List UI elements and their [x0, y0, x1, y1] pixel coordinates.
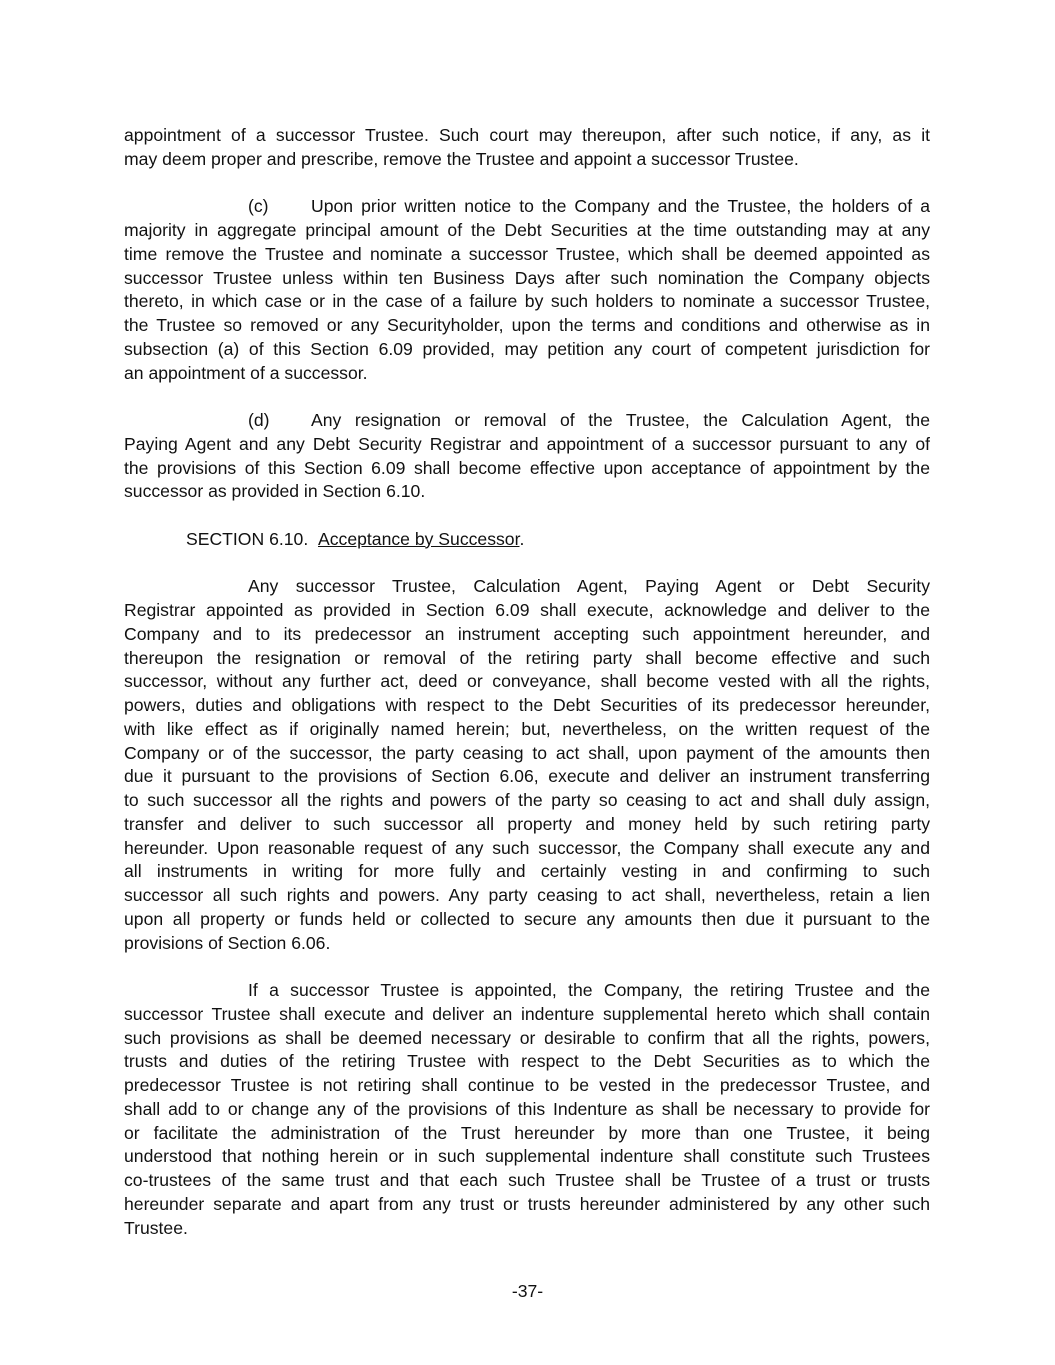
section-period: . [519, 528, 525, 549]
text-line [124, 1098, 930, 1122]
text-line [124, 789, 930, 813]
text-line [124, 599, 930, 623]
line-text: an appointment of a successor. [124, 362, 368, 383]
text-line [124, 1027, 930, 1051]
spacer [124, 504, 930, 528]
text-line [124, 195, 930, 219]
text-line [124, 338, 930, 362]
line-text: successor Trustee shall execute and deliver an indenture supplemental hereto which shall contain [124, 1003, 930, 1024]
line-text: If a successor Trustee is appointed, the Company, the retiring Trustee and the [248, 980, 930, 1000]
spacer [124, 955, 930, 979]
line-text: powers, duties and obligations with respect to the Debt Securities of its predecessor hereunder, [124, 695, 930, 715]
line-text: shall add to or change any of the provisions of this Indenture as shall be necessary to provide for [124, 1098, 930, 1119]
document-body [124, 124, 930, 1240]
line-text: due it pursuant to the provisions of Section 6.06, execute and deliver an instrument transferring [124, 766, 930, 787]
line-text: time remove the Trustee and nominate a successor Trustee, which shall be deemed appointed as [124, 243, 930, 264]
text-line [124, 433, 930, 457]
line-text: successor all such rights and powers. Any party ceasing to act shall, nevertheless, retain a lien [124, 885, 930, 905]
line-text: thereto, in which case or in the case of a failure by such holders to nominate a successor Trustee, [124, 291, 930, 312]
text-line [124, 148, 930, 172]
text-line [124, 979, 930, 1003]
text-line [124, 837, 930, 861]
line-text: subsection (a) of this Section 6.09 provided, may petition any court of competent jurisdiction for [124, 338, 930, 359]
line-text: the provisions of this Section 6.09 shall become effective upon acceptance of appointment by the [124, 457, 930, 478]
line-text: Trustee. [124, 1217, 188, 1238]
text-line [124, 290, 930, 314]
line-text: thereupon the resignation or removal of the retiring party shall become effective and such [124, 647, 930, 668]
text-line [124, 457, 930, 481]
line-text: successor Trustee unless within ten Business Days after such nomination the Company objects [124, 267, 930, 288]
text-line [124, 718, 930, 742]
line-text: hereunder. Upon reasonable request of any such successor, the Company shall execute any and [124, 837, 930, 858]
paragraph-d [124, 409, 930, 504]
line-text: to such successor all the rights and powers of the party so ceasing to act and shall duly assign, [124, 790, 930, 810]
text-line [124, 1193, 930, 1217]
page-number: -37- [511, 1281, 544, 1301]
line-text: co-trustees of the same trust and that each such Trustee shall be Trustee of a trust or trusts [124, 1170, 930, 1190]
text-line [124, 860, 930, 884]
subsection-marker: (c) [248, 196, 269, 217]
line-text: transfer and deliver to such successor all property and money held by such retiring party [124, 813, 930, 834]
line-text: all instruments in writing for more fully and certainly vesting in and confirming to such [124, 861, 930, 882]
line-text: the Trustee so removed or any Securityholder, upon the terms and conditions and otherwise as in [124, 315, 930, 335]
text-line [124, 1217, 930, 1241]
line-text: such provisions as shall be deemed necessary or desirable to confirm that all the rights, powers, [124, 1027, 930, 1048]
text-line [124, 1122, 930, 1146]
paragraph-p1 [124, 124, 930, 172]
line-text: with like effect as if originally named herein; but, nevertheless, on the written request of the [124, 718, 930, 739]
text-line [124, 575, 930, 599]
text-line [124, 813, 930, 837]
line-text: hereunder separate and apart from any trust or trusts hereunder administered by any other such [124, 1193, 930, 1214]
line-text: Paying Agent and any Debt Security Registrar and appointment of a successor pursuant to any of [124, 433, 930, 454]
text-line [124, 1050, 930, 1074]
text-line [124, 124, 930, 148]
section-heading [124, 528, 930, 552]
line-text: understood that nothing herein or in such supplemental indenture shall constitute such Trustees [124, 1146, 930, 1167]
paragraph-acc1 [124, 575, 930, 955]
text-line [124, 623, 930, 647]
line-text: Upon prior written notice to the Company and the Trustee, the holders of a [311, 196, 930, 217]
text-line [124, 765, 930, 789]
line-text: predecessor Trustee is not retiring shall continue to be vested in the predecessor Trustee, and [124, 1075, 930, 1095]
text-line [124, 219, 930, 243]
line-text: Company or of the successor, the party ceasing to act shall, upon payment of the amounts then [124, 742, 930, 763]
text-line [124, 742, 930, 766]
text-line [124, 884, 930, 908]
section-number: SECTION 6.10. [186, 528, 309, 549]
line-text: Any successor Trustee, Calculation Agent, Paying Agent or Debt Security [248, 576, 930, 597]
section-title: Acceptance by Successor [318, 528, 520, 549]
line-text: trusts and duties of the retiring Trustee with respect to the Debt Securities as to which the [124, 1051, 930, 1072]
text-line [124, 908, 930, 932]
line-text: majority in aggregate principal amount of the Debt Securities at the time outstanding may at any [124, 220, 930, 240]
text-line [124, 267, 930, 291]
spacer [124, 552, 930, 576]
paragraph-acc2 [124, 979, 930, 1240]
text-line [124, 1169, 930, 1193]
line-text: upon all property or funds held or collected to secure any amounts then due it pursuant to the [124, 908, 930, 929]
text-line [124, 694, 930, 718]
line-text: successor as provided in Section 6.10. [124, 481, 426, 502]
line-text: Any resignation or removal of the Trustee, the Calculation Agent, the [311, 410, 930, 430]
text-line [124, 362, 930, 386]
spacer [124, 172, 930, 196]
line-text: successor, without any further act, deed or conveyance, shall become vested with all the rights, [124, 671, 930, 692]
text-line [124, 1145, 930, 1169]
text-line [124, 480, 930, 504]
line-text: Registrar appointed as provided in Section 6.09 shall execute, acknowledge and deliver to the [124, 600, 930, 620]
text-line [124, 243, 930, 267]
line-text: or facilitate the administration of the Trust hereunder by more than one Trustee, it being [124, 1122, 930, 1143]
text-line [124, 409, 930, 433]
text-line [124, 670, 930, 694]
line-text: appointment of a successor Trustee. Such court may thereupon, after such notice, if any, as it [124, 125, 930, 145]
line-text: provisions of Section 6.06. [124, 932, 331, 953]
paragraph-c [124, 195, 930, 385]
spacer [124, 385, 930, 409]
text-line [124, 1003, 930, 1027]
line-text: Company and to its predecessor an instrument accepting such appointment hereunder, and [124, 623, 930, 644]
text-line [124, 1074, 930, 1098]
text-line [124, 647, 930, 671]
text-line [124, 314, 930, 338]
line-text: may deem proper and prescribe, remove the Trustee and appoint a successor Trustee. [124, 148, 799, 169]
subsection-marker: (d) [248, 410, 270, 430]
text-line [124, 932, 930, 956]
